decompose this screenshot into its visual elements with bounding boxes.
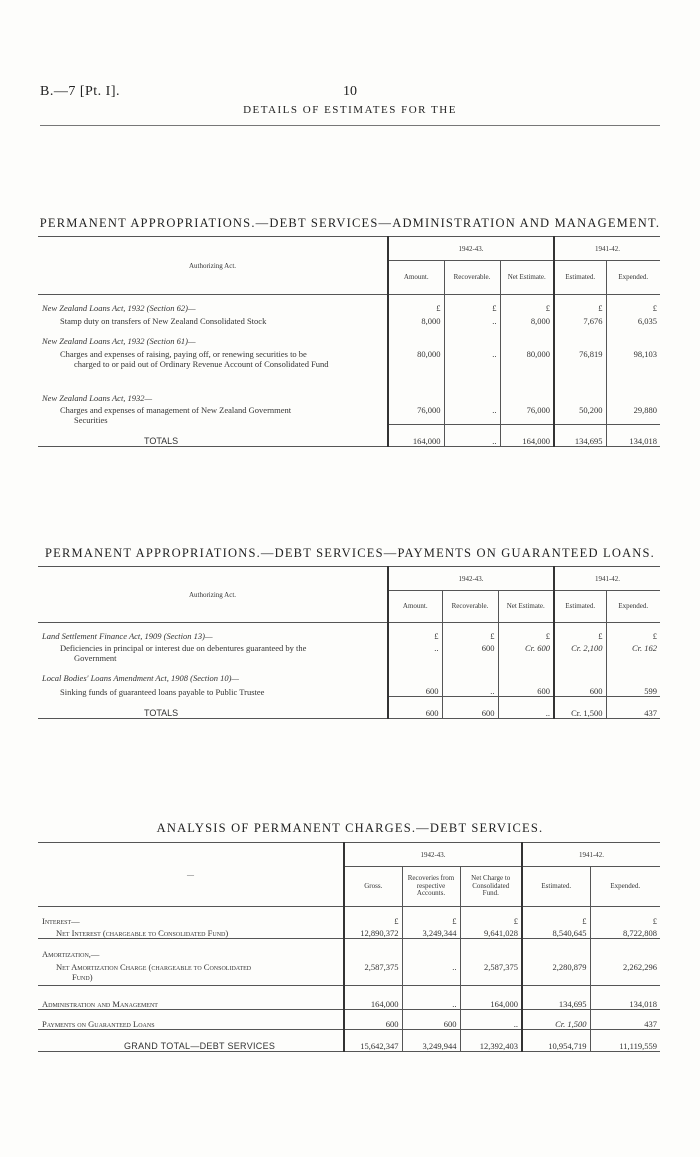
item-description: Stamp duty on transfers of New Zealand Consolidated Stock [60,315,267,326]
item-description: Deficiencies in principal or interest due on debentures guaranteed by the [60,642,307,653]
recoveries-cell: .. [402,959,460,972]
currency-symbol: £ [444,295,500,313]
total-amount: 164,000 [388,425,444,447]
estimated-cell: Cr. 2,100 [554,641,606,653]
amount-header: Amount. [388,261,444,295]
net-estimate-cell: Cr. 600 [498,641,554,653]
item-description-cont: Securities [74,414,108,425]
document-reference: B.—7 [Pt. I]. [40,84,120,99]
total-expended: 437 [606,697,660,719]
recoverable-header: Recoverable. [442,591,498,623]
currency-symbol: £ [442,623,498,641]
net-interest-label: Net Interest (chargeable to Consolidated Fund) [56,928,229,938]
net-charge-header: Net Charge to Consolidated Fund. [460,867,522,907]
net-estimate-cell: 80,000 [500,346,554,359]
amount-cell: 600 [388,683,442,697]
currency-symbol: £ [554,623,606,641]
year-current-header: 1942-43. [388,237,554,261]
recoverable-header: Recoverable. [444,261,500,295]
act-name: Local Bodies' Loans Amendment Act, 1908 (Section 10)— [42,672,239,683]
item-description-cont: charged to or paid out of Ordinary Revenue Account of Consolidated Fund [74,358,329,369]
total-recoverable: .. [444,425,500,447]
gross-header: Gross. [344,867,402,907]
item-description: Charges and expenses of management of New Zealand Government [60,404,292,415]
year-current-header: 1942-43. [344,843,522,867]
section3-table [38,842,660,1052]
grand-total-net-charge: 12,392,403 [460,1030,522,1052]
expended-cell: 599 [606,683,660,697]
estimated-cell: 134,695 [522,986,590,1010]
net-charge-cell: 164,000 [460,986,522,1010]
currency-symbol: £ [498,623,554,641]
net-charge-cell: 9,641,028 [460,926,522,939]
expended-cell: 29,880 [606,403,660,415]
expended-cell: 437 [590,1010,660,1030]
total-recoverable: 600 [442,697,498,719]
expended-cell: 134,018 [590,986,660,1010]
currency-symbol: £ [522,907,590,926]
grand-total-gross: 15,642,347 [344,1030,402,1052]
estimated-header: Estimated. [554,261,606,295]
year-previous-header: 1941-42. [522,843,660,867]
currency-symbol: £ [606,623,660,641]
total-expended: 134,018 [606,425,660,447]
guaranteed-loans-label: Payments on Guaranteed Loans [42,1019,155,1029]
currency-symbol: £ [402,907,460,926]
year-current-header: 1942-43. [388,567,554,591]
grand-total-label: GRAND TOTAL—DEBT SERVICES [124,1041,276,1051]
section1-title: PERMANENT APPROPRIATIONS.—DEBT SERVICES—ADMINISTRATION AND MANAGEMENT. [39,216,661,230]
estimated-cell: 8,540,645 [522,926,590,939]
recoveries-cell: 3,249,344 [402,926,460,939]
admin-management-label: Administration and Management [42,999,158,1009]
amount-header: Amount. [388,591,442,623]
expended-header: Expended. [590,867,660,907]
year-previous-header: 1941-42. [554,567,660,591]
amount-cell: .. [388,641,442,653]
item-description: Charges and expenses of raising, paying off, or renewing securities to be [60,348,307,359]
estimated-cell: 76,819 [554,346,606,359]
amortization-heading: Amortization,— [42,948,100,959]
net-estimate-cell: 600 [498,683,554,697]
grand-total-estimated: 10,954,719 [522,1030,590,1052]
net-estimate-cell: 8,000 [500,313,554,326]
estimated-cell: 50,200 [554,403,606,415]
gross-cell: 12,890,372 [344,926,402,939]
total-amount: 600 [388,697,442,719]
total-net-estimate: 164,000 [500,425,554,447]
item-description-cont: Government [74,652,117,663]
page-subtitle: DETAILS OF ESTIMATES FOR THE [243,104,457,116]
totals-label: TOTALS [144,708,179,718]
interest-heading: Interest— [42,915,80,926]
section1-table [38,236,660,447]
act-name: Land Settlement Finance Act, 1909 (Section 13)— [42,630,213,641]
recoverable-cell: .. [442,683,498,697]
estimated-header: Estimated. [554,591,606,623]
estimated-cell: 600 [554,683,606,697]
estimated-cell: 2,280,879 [522,959,590,972]
section2-table [38,566,660,719]
section2-title: PERMANENT APPROPRIATIONS.—DEBT SERVICES—PAYMENTS ON GUARANTEED LOANS. [45,546,655,560]
currency-symbol: £ [388,623,442,641]
totals-label: TOTALS [144,436,179,446]
recoverable-cell: 600 [442,641,498,653]
currency-symbol: £ [606,295,660,313]
item-description: Sinking funds of guaranteed loans payable to Public Trustee [60,686,265,697]
amount-cell: 80,000 [388,346,444,359]
total-net-estimate: .. [498,697,554,719]
expended-cell: 2,262,296 [590,959,660,972]
total-estimated: 134,695 [554,425,606,447]
expended-cell: 6,035 [606,313,660,326]
amount-cell: 8,000 [388,313,444,326]
recoveries-cell: .. [402,986,460,1010]
authorizing-act-header: Authorizing Act. [188,590,237,599]
net-estimate-cell: 76,000 [500,403,554,415]
net-amortization-label: Net Amortization Charge (chargeable to Consolidated [56,961,252,972]
gross-cell: 2,587,375 [344,959,402,972]
act-name: New Zealand Loans Act, 1932 (Section 62)— [42,302,196,313]
recoveries-header: Recoveries from respective Accounts. [402,867,460,907]
header-rule [40,125,660,126]
estimated-cell: 7,676 [554,313,606,326]
act-name: New Zealand Loans Act, 1932— [42,392,153,403]
expended-header: Expended. [606,261,660,295]
gross-cell: 600 [344,1010,402,1030]
currency-symbol: £ [388,295,444,313]
net-estimate-header: Net Estimate. [498,591,554,623]
estimated-header: Estimated. [522,867,590,907]
description-header: — [187,870,194,879]
estimated-cell: Cr. 1,500 [522,1010,590,1030]
currency-symbol: £ [344,907,402,926]
amount-cell: 76,000 [388,403,444,415]
grand-total-recoveries: 3,249,944 [402,1030,460,1052]
net-amortization-label-cont: Fund) [72,971,93,982]
act-name: New Zealand Loans Act, 1932 (Section 61)— [42,335,196,346]
recoveries-cell: 600 [402,1010,460,1030]
net-charge-cell: 2,587,375 [460,959,522,972]
recoverable-cell: .. [444,313,500,326]
expended-cell: Cr. 162 [606,641,660,653]
expended-cell: 8,722,808 [590,926,660,939]
total-estimated: Cr. 1,500 [554,697,606,719]
expended-header: Expended. [606,591,660,623]
currency-symbol: £ [590,907,660,926]
grand-total-expended: 11,119,559 [590,1030,660,1052]
recoverable-cell: .. [444,403,500,415]
year-previous-header: 1941-42. [554,237,660,261]
currency-symbol: £ [460,907,522,926]
section3-title: ANALYSIS OF PERMANENT CHARGES.—DEBT SERVICES. [156,821,544,835]
recoverable-cell: .. [444,346,500,359]
expended-cell: 98,103 [606,346,660,359]
authorizing-act-header: Authorizing Act. [188,261,237,270]
net-charge-cell: .. [460,1010,522,1030]
currency-symbol: £ [500,295,554,313]
gross-cell: 164,000 [344,986,402,1010]
page-number: 10 [343,84,357,99]
net-estimate-header: Net Estimate. [500,261,554,295]
currency-symbol: £ [554,295,606,313]
